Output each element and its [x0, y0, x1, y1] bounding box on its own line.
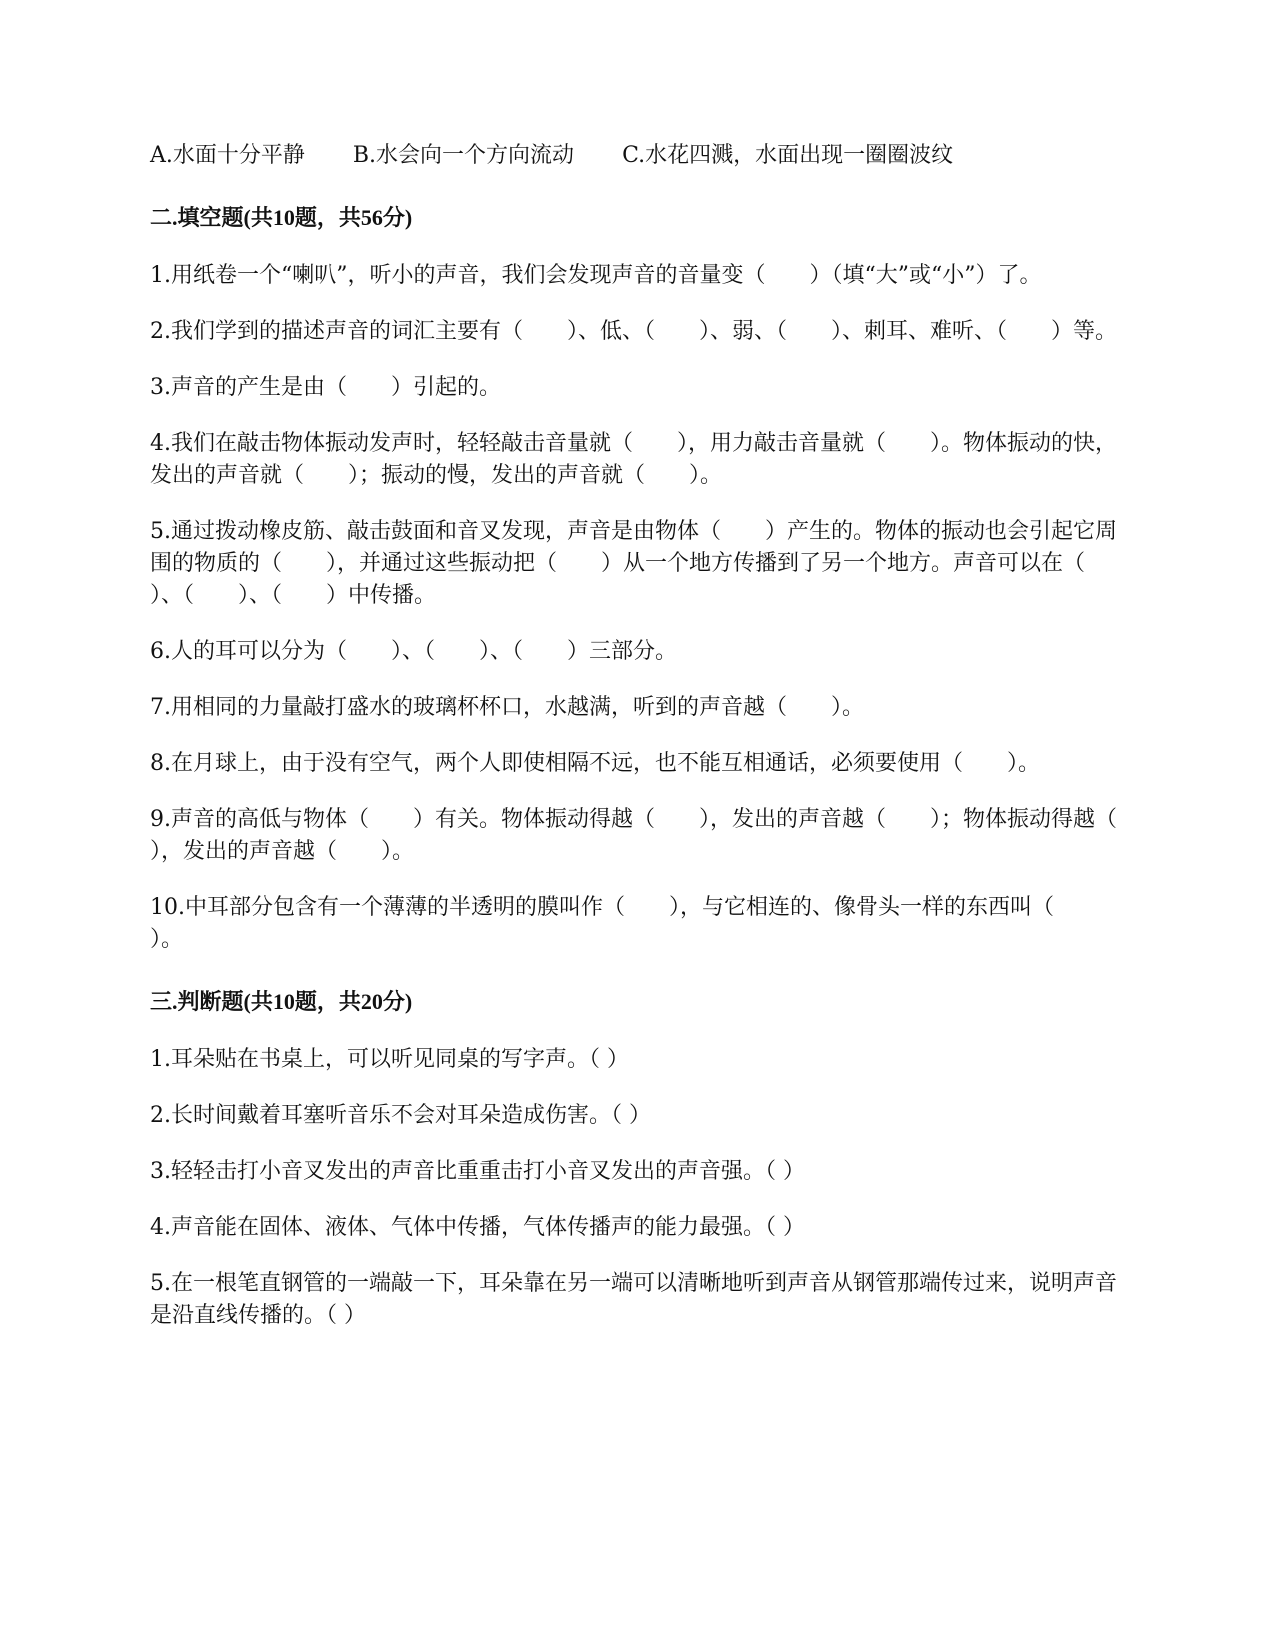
question-item: 9.声音的高低与物体（ ）有关。物体振动得越（ ），发出的声音越（ ）；物体振动得越（ ），发出的声音越（ ）。	[150, 807, 1162, 864]
true-false-section	[150, 986, 1130, 1332]
question-item: 2.长时间戴着耳塞听音乐不会对耳朵造成伤害。（ ）	[150, 1103, 651, 1128]
previous-question-options	[150, 140, 1130, 172]
question-item: 1.用纸卷一个“喇叭”，听小的声音，我们会发现声音的音量变（ ）（填“大”或“小”）了。	[150, 263, 1042, 288]
option-b: B.水会向一个方向流动	[352, 143, 575, 168]
question-item: 4.我们在敲击物体振动发声时，轻轻敲击音量就（ ），用力敲击音量就（ ）。物体振动的快，发出的声音就（ ）；振动的慢，发出的声音就（ ）。	[150, 431, 1117, 488]
question-item: 1.耳朵贴在书桌上，可以听见同桌的写字声。（ ）	[150, 1047, 629, 1072]
question-item: 5.通过拨动橡皮筋、敲击鼓面和音叉发现，声音是由物体（ ）产生的。物体的振动也会引起它周围的物质的（ ），并通过这些振动把（ ）从一个地方传播到了另一个地方。声音可以在（ ）、（ ）、（ ）中传播。	[150, 519, 1130, 608]
question-item: 4.声音能在固体、液体、气体中传播，气体传播声的能力最强。（ ）	[150, 1215, 805, 1240]
document-page	[150, 140, 1162, 1356]
question-item: 2.我们学到的描述声音的词汇主要有（ ）、低、（ ）、弱、（ ）、刺耳、难听、（ ）等。	[150, 319, 1117, 344]
fill-in-section	[150, 202, 1162, 956]
question-item: 3.声音的产生是由（ ）引起的。	[150, 375, 501, 400]
option-c: C.水花四溅，水面出现一圈圈波纹	[622, 143, 954, 168]
option-a: A.水面十分平静	[150, 143, 305, 168]
question-item: 8.在月球上，由于没有空气，两个人即使相隔不远，也不能互相通话，必须要使用（ ）。	[150, 751, 1040, 776]
section-heading-true-false: 三.判断题(共10题，共20分)	[150, 989, 413, 1014]
question-item: 3.轻轻击打小音叉发出的声音比重重击打小音叉发出的声音强。（ ）	[150, 1159, 805, 1184]
section-heading-fill-in: 二.填空题(共10题，共56分)	[150, 205, 413, 230]
question-item: 5.在一根笔直钢管的一端敲一下，耳朵靠在另一端可以清晰地听到声音从钢管那端传过来，说明声音是沿直线传播的。（ ）	[150, 1271, 1117, 1328]
question-item: 6.人的耳可以分为（ ）、（ ）、（ ）三部分。	[150, 639, 677, 664]
question-item: 10.中耳部分包含有一个薄薄的半透明的膜叫作（ ），与它相连的、像骨头一样的东西叫（ ）。	[150, 895, 1099, 952]
question-item: 7.用相同的力量敲打盛水的玻璃杯杯口，水越满，听到的声音越（ ）。	[150, 695, 864, 720]
